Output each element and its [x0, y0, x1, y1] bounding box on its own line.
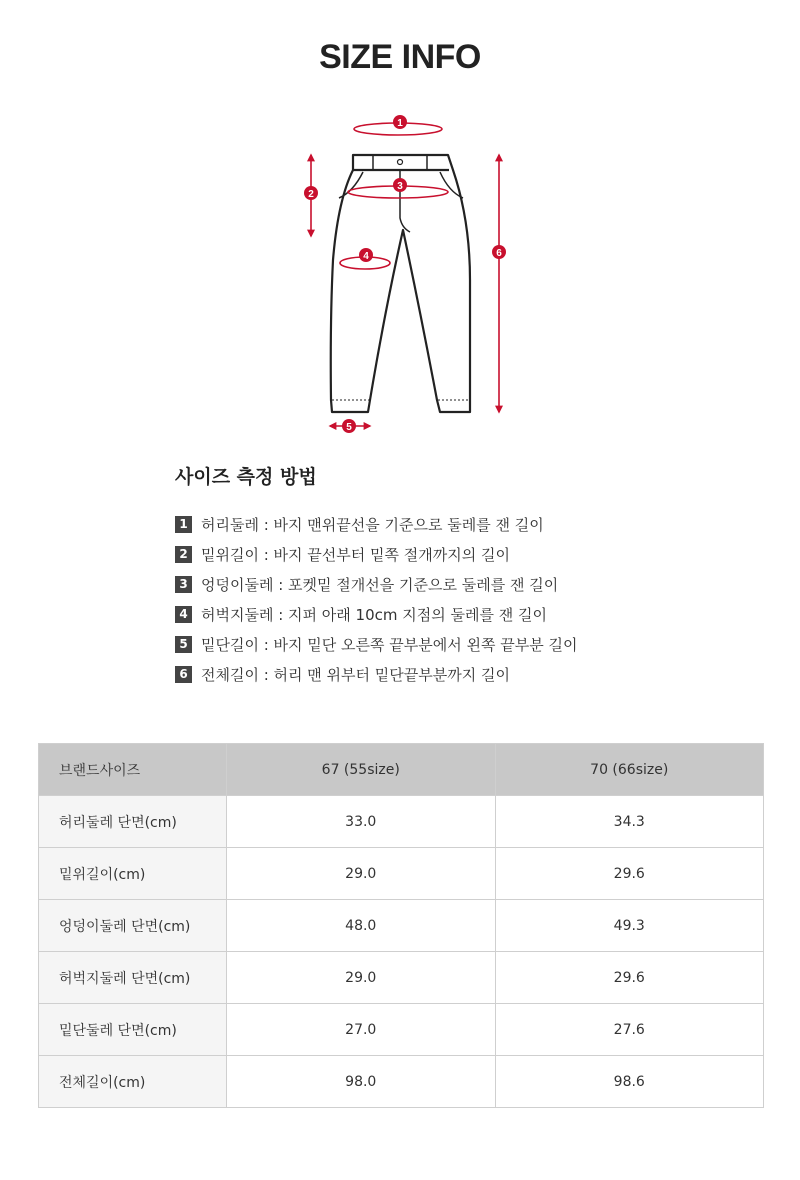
method-item — [175, 509, 577, 539]
table-header-row — [39, 744, 764, 796]
cell-value: 33.0 — [227, 796, 496, 848]
marker-5: 5 — [346, 422, 352, 433]
marker-6: 6 — [496, 248, 502, 259]
cell-value: 98.6 — [495, 1056, 764, 1108]
row-label: 밑위길이(cm) — [39, 848, 227, 900]
cell-value: 29.6 — [495, 952, 764, 1004]
row-label: 허벅지둘레 단면(cm) — [39, 952, 227, 1004]
method-item — [175, 599, 577, 629]
cell-value: 34.3 — [495, 796, 764, 848]
row-label: 밑단둘레 단면(cm) — [39, 1004, 227, 1056]
header-brand-size: 브랜드사이즈 — [39, 744, 227, 796]
cell-value: 29.0 — [227, 848, 496, 900]
method-text: 전체길이 : 허리 맨 위부터 밑단끝부분까지 길이 — [201, 665, 510, 684]
marker-2: 2 — [308, 189, 314, 200]
method-title: 사이즈 측정 방법 — [175, 466, 317, 488]
page-title: SIZE INFO — [319, 38, 481, 76]
marker-4: 4 — [363, 251, 369, 262]
cell-value: 29.6 — [495, 848, 764, 900]
method-item — [175, 569, 577, 599]
header-size-70: 70 (66size) — [495, 744, 764, 796]
method-item — [175, 629, 577, 659]
cell-value: 98.0 — [227, 1056, 496, 1108]
method-number: 2 — [175, 546, 192, 563]
table-row — [39, 848, 764, 900]
table-row — [39, 1056, 764, 1108]
method-text: 밑위길이 : 바지 끝선부터 밑쪽 절개까지의 길이 — [201, 545, 510, 564]
method-item — [175, 539, 577, 569]
method-number: 6 — [175, 666, 192, 683]
cell-value: 48.0 — [227, 900, 496, 952]
cell-value: 29.0 — [227, 952, 496, 1004]
method-item — [175, 659, 577, 689]
cell-value: 27.6 — [495, 1004, 764, 1056]
size-table — [38, 743, 764, 1108]
row-label: 엉덩이둘레 단면(cm) — [39, 900, 227, 952]
measurement-method — [175, 462, 577, 689]
cell-value: 49.3 — [495, 900, 764, 952]
marker-1: 1 — [397, 118, 403, 129]
method-number: 3 — [175, 576, 192, 593]
pants-diagram — [0, 100, 800, 445]
row-label: 허리둘레 단면(cm) — [39, 796, 227, 848]
table-row — [39, 900, 764, 952]
method-number: 1 — [175, 516, 192, 533]
cell-value: 27.0 — [227, 1004, 496, 1056]
table-row — [39, 952, 764, 1004]
row-label: 전체길이(cm) — [39, 1056, 227, 1108]
method-number: 4 — [175, 606, 192, 623]
method-text: 엉덩이둘레 : 포켓밑 절개선을 기준으로 둘레를 잰 길이 — [201, 575, 559, 594]
method-text: 허벅지둘레 : 지퍼 아래 10cm 지점의 둘레를 잰 길이 — [201, 605, 547, 624]
pants-outline — [331, 155, 470, 412]
method-number: 5 — [175, 636, 192, 653]
marker-3: 3 — [397, 181, 403, 192]
table-row — [39, 1004, 764, 1056]
table-row — [39, 796, 764, 848]
method-text: 밑단길이 : 바지 밑단 오른쪽 끝부분에서 왼쪽 끝부분 길이 — [201, 635, 578, 654]
method-text: 허리둘레 : 바지 맨위끝선을 기준으로 둘레를 잰 길이 — [201, 515, 544, 534]
header-size-67: 67 (55size) — [227, 744, 496, 796]
method-list — [175, 509, 577, 689]
